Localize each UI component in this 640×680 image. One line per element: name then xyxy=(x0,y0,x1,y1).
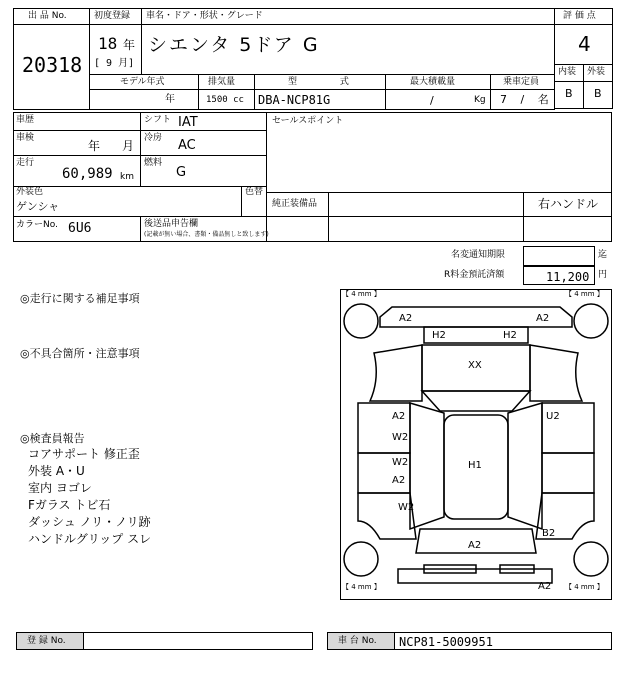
recycle-box xyxy=(523,266,595,285)
tire-depth-tr: 【 4 mm 】 xyxy=(565,290,604,298)
exterior-label: 外装 xyxy=(587,67,606,77)
trunk-mark: A2 xyxy=(468,540,482,551)
mileage-unit: km xyxy=(120,172,134,182)
mileage-value: 60,989 xyxy=(62,166,113,182)
inspector-line: コアサポート 修正歪 xyxy=(28,447,140,461)
handle: 右ハンドル xyxy=(538,197,599,211)
color-no-label: カラーNo. xyxy=(16,220,58,230)
name-change-unit: 迄 xyxy=(598,250,608,260)
chassis-label: 車 台 No. xyxy=(338,636,377,646)
inspector-line: ハンドルグリップ スレ xyxy=(28,532,152,546)
front-bumper-right-mark: A2 xyxy=(536,313,550,324)
recycle-label: R料金預託済額 xyxy=(444,270,505,280)
registration-year-unit: 年 xyxy=(123,38,136,52)
displacement-label: 排気量 xyxy=(208,77,236,87)
tire-depth-br: 【 4 mm 】 xyxy=(565,583,604,591)
ac-label: 冷房 xyxy=(144,133,163,143)
sales-point-box xyxy=(266,112,612,193)
front-bumper-left-mark: A2 xyxy=(399,313,413,324)
rear-left-door-mark-2: A2 xyxy=(392,475,406,486)
score-label: 評 価 点 xyxy=(563,11,596,21)
exterior-grade: B xyxy=(594,87,602,100)
later-docs-note: (記載が無い場合、書類・備品無しと致します) xyxy=(144,231,269,238)
lot-number-label-cell xyxy=(13,8,90,25)
front-right-fender-mark: U2 xyxy=(546,411,560,422)
inspection-month: 月 xyxy=(122,139,135,153)
headlight-right-mark: H2 xyxy=(503,330,517,341)
sales-point-label: セールスポイント xyxy=(272,116,344,126)
color-change-label: 色替 xyxy=(245,187,264,197)
fuel-value: G xyxy=(176,165,187,180)
car-outline xyxy=(340,289,612,600)
left-quarter-mark: W2 xyxy=(398,502,415,513)
inspector-line: ダッシュ ノリ・ノリ跡 xyxy=(28,515,151,529)
headlight-left-mark: H2 xyxy=(432,330,446,341)
chassis-no-cell xyxy=(394,632,612,650)
inspector-line: 室内 ヨゴレ xyxy=(28,481,92,495)
chassis-no: NCP81-5009951 xyxy=(399,635,493,649)
max-load-slash: / xyxy=(430,94,434,107)
capacity: 7 / 名 xyxy=(500,93,549,106)
front-left-door-mark: W2 xyxy=(392,432,409,443)
lot-number-cell xyxy=(13,24,90,110)
hood-mark: XX xyxy=(468,360,482,371)
fuel-label: 燃料 xyxy=(144,158,163,168)
max-load-unit: Kg xyxy=(474,95,486,105)
registration-year: 18 xyxy=(98,34,118,53)
capacity-label: 乗車定員 xyxy=(503,77,540,87)
type-label: 型 式 xyxy=(288,77,349,87)
recycle-value: 11,200 xyxy=(546,270,590,284)
model-year-unit: 年 xyxy=(165,94,175,105)
tire-depth-bl: 【 4 mm 】 xyxy=(342,583,381,591)
inspector-line: 外装 A・U xyxy=(28,464,85,478)
color-no: 6U6 xyxy=(68,221,92,236)
mileage-label: 走行 xyxy=(16,158,35,168)
rear-left-door-mark: W2 xyxy=(392,457,409,468)
defects-label: ◎不具合箇所・注意事項 xyxy=(20,347,140,360)
model-year-label: モデル年式 xyxy=(120,77,165,87)
displacement: 1500 cc xyxy=(206,95,244,105)
shift-label: シフト xyxy=(144,115,172,125)
reg-no-label-cell xyxy=(16,632,84,650)
equipment-label: 純正装備品 xyxy=(272,199,318,209)
reg-no-label: 登 録 No. xyxy=(27,636,66,646)
first-registration-label: 初度登録 xyxy=(94,11,131,21)
later-docs-label: 後送品申告欄 xyxy=(144,219,199,229)
inspection-label: 車検 xyxy=(16,133,35,143)
name-change-box xyxy=(523,246,595,266)
exterior-color-label: 外装色 xyxy=(16,187,44,197)
recycle-unit: 円 xyxy=(598,270,608,280)
lot-number-label: 出 品 No. xyxy=(28,11,67,21)
rear-right-mark: B2 xyxy=(542,528,556,539)
chassis-label-cell xyxy=(327,632,395,650)
inspector-label: ◎検査員報告 xyxy=(20,432,85,445)
registration-month: [ 9 月] xyxy=(94,58,135,69)
type-code: DBA-NCP81G xyxy=(258,93,331,107)
rear-bumper-mark: A2 xyxy=(538,581,552,592)
ac-value: AC xyxy=(178,138,196,153)
score: 4 xyxy=(578,32,591,56)
interior-label: 内装 xyxy=(558,67,577,77)
history-label: 車歴 xyxy=(16,115,35,125)
lot-number: 20318 xyxy=(22,53,83,77)
name-change-label: 名変通知期限 xyxy=(451,250,506,260)
roof-mark: H1 xyxy=(468,460,482,471)
front-left-fender-mark: A2 xyxy=(392,411,406,422)
interior-grade: B xyxy=(565,87,573,100)
reg-no-cell xyxy=(83,632,313,650)
car-name-label: 車名・ドア・形状・グレード xyxy=(146,11,263,21)
inspection-year: 年 xyxy=(88,139,101,153)
shift-value: IAT xyxy=(178,115,198,130)
running-notes-label: ◎走行に関する補足事項 xyxy=(20,292,140,305)
inspector-line: Fガラス トビ石 xyxy=(28,498,111,512)
tire-depth-tl: 【 4 mm 】 xyxy=(342,290,381,298)
exterior-color: ゲンシャ xyxy=(16,200,60,213)
max-load-label: 最大積載量 xyxy=(410,77,456,87)
car-name: シエンタ 5ドア G xyxy=(148,34,320,56)
